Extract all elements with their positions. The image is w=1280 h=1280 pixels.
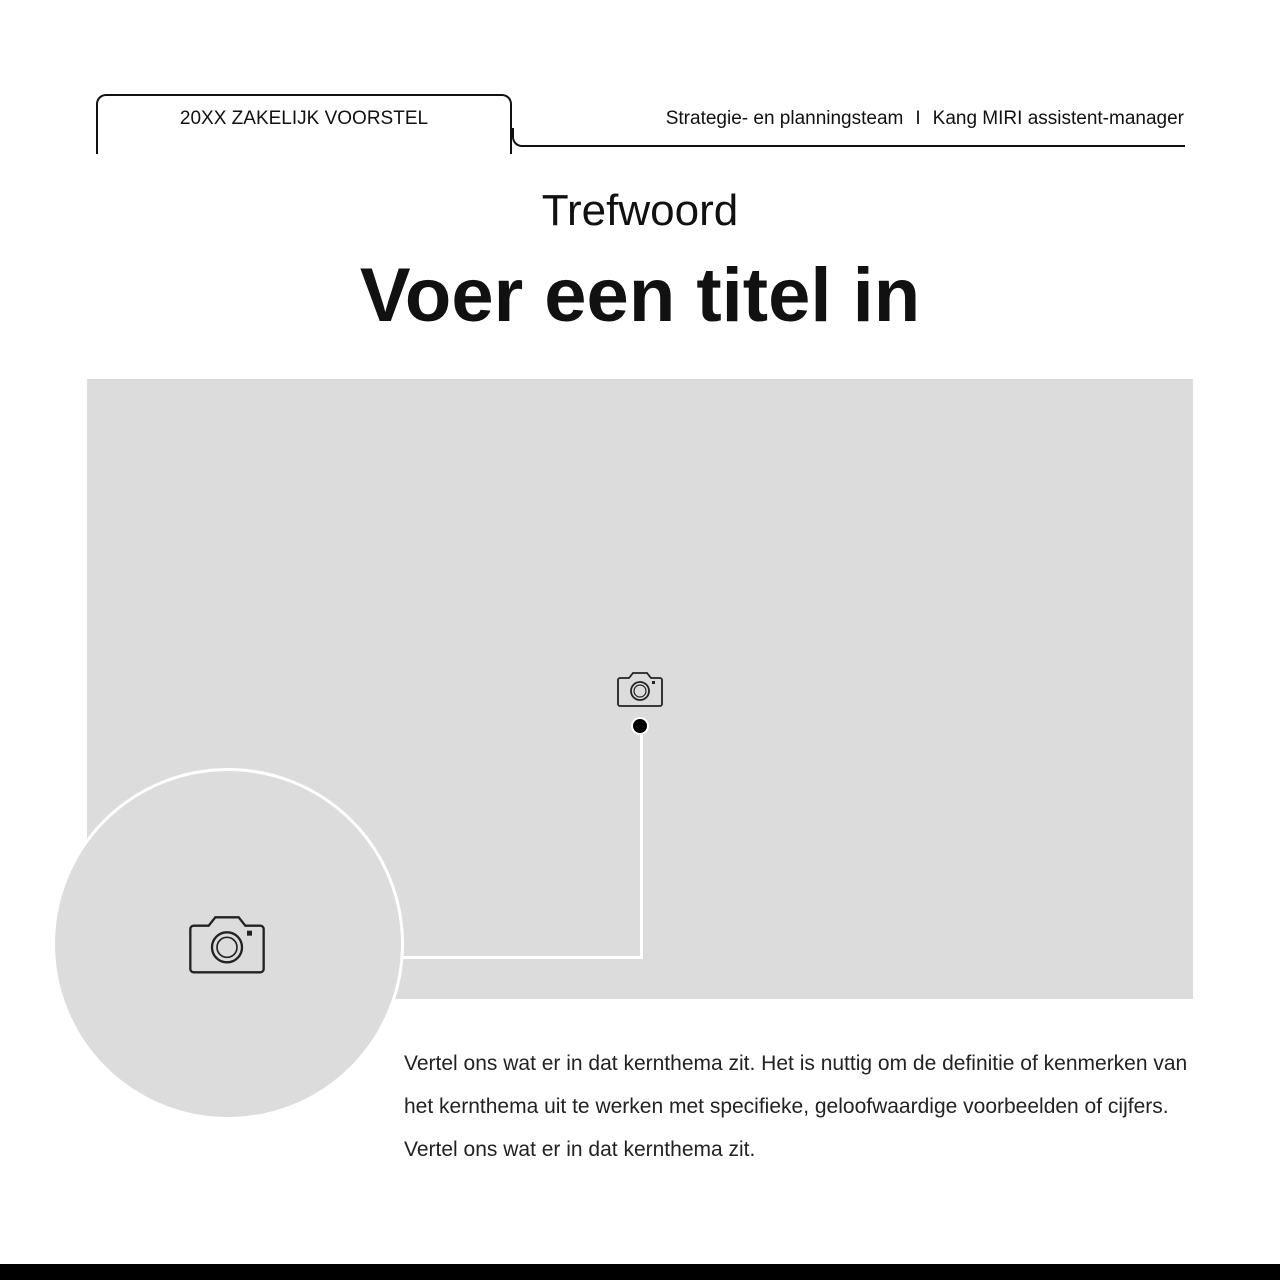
connector-dot	[631, 717, 649, 735]
author-name: Kang MIRI assistent-manager	[932, 108, 1184, 129]
header-divider	[528, 145, 1185, 147]
separator: I	[915, 108, 921, 129]
header-tab	[96, 94, 512, 154]
camera-icon[interactable]	[616, 670, 664, 708]
keyword: Trefwoord	[541, 186, 739, 235]
connector-line-vertical	[640, 734, 643, 959]
proposal-label: 20XX ZAKELIJK VOORSTEL	[179, 108, 429, 129]
camera-icon[interactable]	[187, 912, 267, 976]
page-title: Voer een titel in	[359, 253, 921, 338]
body-paragraph: Vertel ons wat er in dat kernthema zit. Het is nuttig om de definitie of kenmerken van het kernthema uit te werken met specifieke, geloofwaardige voorbeelden of cijfers. Vertel ons wat er in dat kernthema zit.	[404, 1052, 1188, 1161]
header-meta	[666, 108, 1184, 130]
bottom-bar	[0, 1264, 1280, 1280]
team-name: Strategie- en planningsteam	[665, 108, 904, 129]
connector-line-horizontal	[398, 956, 643, 959]
